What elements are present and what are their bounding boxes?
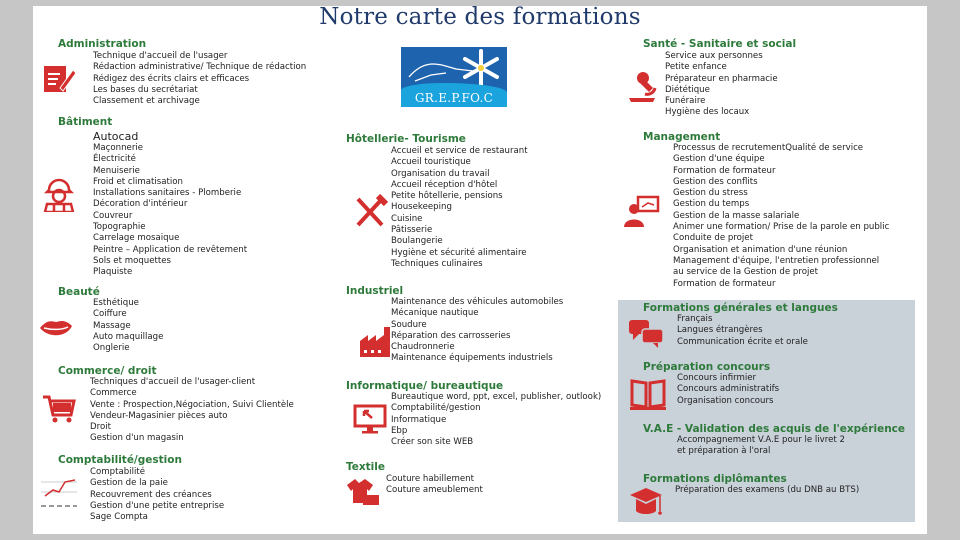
open-book-icon	[630, 375, 666, 411]
course-item: Sols et moquettes	[93, 255, 172, 266]
course-item: Maintenance équipements industriels	[391, 353, 553, 364]
course-item: Management d'équipe, l'entretien professionnel	[673, 255, 880, 266]
course-item: Froid et climatisation	[93, 176, 183, 187]
course-item: et préparation à l'oral	[677, 446, 771, 457]
course-list	[93, 51, 306, 107]
course-list	[675, 485, 859, 496]
course-item: Techniques culinaires	[391, 258, 483, 269]
section-title: Hôtellerie- Tourisme	[346, 133, 466, 145]
clothing-icon	[345, 473, 381, 509]
course-list	[391, 392, 601, 448]
section-title: Commerce/ droit	[58, 365, 157, 377]
course-item: Maçonnerie	[93, 143, 144, 153]
section-vae	[643, 423, 906, 457]
course-list	[386, 474, 483, 497]
course-item: Service aux personnes	[665, 51, 763, 61]
course-item: Autocad	[93, 130, 139, 143]
course-item: Les bases du secrétariat	[93, 84, 198, 95]
section-concours	[643, 361, 780, 406]
course-item: Préparation des examens (du DNB au BTS)	[675, 485, 860, 495]
course-item: Couture ameublement	[386, 485, 483, 496]
course-item: Commerce	[90, 388, 137, 399]
course-item: Électricité	[93, 154, 136, 165]
course-item: Organisation du travail	[391, 168, 490, 179]
section-title: Industriel	[346, 285, 404, 297]
course-item: Accompagnement V.A.E pour le livret 2	[677, 435, 845, 445]
course-item: Couvreur	[93, 210, 133, 221]
course-item: au service de la Gestion de projet	[673, 267, 819, 278]
course-item: Communication écrite et orale	[677, 336, 808, 347]
course-item: Accueil touristique	[391, 157, 471, 168]
line-chart-icon	[41, 474, 77, 510]
graduation-cap-icon	[628, 483, 664, 519]
lips-icon	[38, 310, 74, 346]
section-title: V.A.E - Validation des acquis de l'expérience	[643, 423, 906, 435]
course-list	[90, 467, 224, 523]
course-item: Gestion d'une petite entreprise	[90, 500, 225, 511]
course-item: Gestion d'un magasin	[90, 433, 184, 444]
course-item: Installations sanitaires - Plomberie	[93, 188, 242, 199]
section-langues	[643, 302, 838, 347]
course-list	[677, 314, 808, 348]
section-title: Bâtiment	[58, 116, 113, 128]
course-item: Gestion du temps	[673, 199, 750, 210]
construction-worker-icon	[41, 176, 77, 212]
course-list	[391, 146, 528, 270]
section-title: Management	[643, 131, 721, 143]
course-item: Housekeeping	[391, 202, 452, 213]
course-item: Pâtisserie	[391, 225, 433, 236]
fork-knife-icon	[352, 193, 388, 229]
course-item: Carrelage mosaique	[93, 233, 180, 244]
course-item: Sage Compta	[90, 512, 148, 523]
section-title: Comptabilité/gestion	[58, 454, 182, 466]
course-item: Ebp	[391, 425, 408, 436]
course-list	[93, 130, 247, 279]
course-item: Topographie	[93, 222, 146, 233]
course-item: Vente : Prospection,Négociation, Suivi Clientèle	[90, 399, 294, 410]
course-item: Massage	[93, 320, 131, 331]
course-item: Peintre – Application de revêtement	[93, 244, 248, 255]
course-item: Langues étrangères	[677, 325, 763, 336]
section-title: Préparation concours	[643, 361, 771, 373]
section-diplomantes	[643, 473, 860, 495]
section-textile	[346, 461, 483, 496]
course-item: Informatique	[391, 414, 447, 425]
course-item: Accueil réception d'hôtel	[391, 179, 498, 190]
course-item: Gestion des conflits	[673, 176, 758, 187]
course-item: Petite enfance	[665, 62, 727, 73]
section-batiment	[58, 116, 248, 278]
course-item: Gestion de la masse salariale	[673, 210, 800, 221]
course-item: Accueil et service de restaurant	[391, 146, 528, 156]
course-item: Techniques d'accueil de l'usager-client	[90, 377, 256, 387]
course-item: Funéraire	[665, 96, 706, 107]
section-commerce	[58, 365, 294, 444]
section-title: Beauté	[58, 286, 100, 298]
section-title: Textile	[346, 461, 386, 473]
section-beaute	[58, 286, 164, 354]
course-item: Comptabilité/gestion	[391, 403, 481, 414]
course-item: Diététique	[665, 84, 710, 95]
course-item: Onglerie	[93, 343, 130, 354]
course-item: Chaudronnerie	[391, 342, 455, 353]
course-item: Animer une formation/ Prise de la parole en public	[673, 222, 890, 233]
course-item: Menuiserie	[93, 165, 140, 176]
course-list	[665, 51, 778, 119]
section-administration	[58, 38, 307, 107]
course-item: Esthétique	[93, 298, 139, 308]
section-title: Formations générales et langues	[643, 302, 838, 314]
course-item: Préparateur en pharmacie	[665, 73, 778, 84]
course-item: Gestion d'une équipe	[673, 154, 765, 165]
document-edit-icon	[40, 60, 76, 96]
presenter-icon	[624, 193, 660, 229]
course-item: Organisation et animation d'une réunion	[673, 244, 848, 255]
course-item: Hygiène des locaux	[665, 107, 750, 118]
section-title: Informatique/ bureautique	[346, 380, 504, 392]
section-title: Formations diplômantes	[643, 473, 787, 485]
section-comptabilite	[58, 454, 225, 523]
course-item: Rédaction administrative/ Technique de rédaction	[93, 62, 307, 73]
page-title: Notre carte des formations	[319, 4, 641, 30]
computer-monitor-icon	[352, 400, 388, 436]
microscope-icon	[625, 68, 661, 104]
course-item: Plaquiste	[93, 267, 133, 278]
course-item: Vendeur-Magasinier pièces auto	[90, 410, 228, 421]
course-list	[673, 143, 889, 290]
section-title: Administration	[58, 38, 147, 50]
section-title: Santé - Sanitaire et social	[643, 38, 797, 50]
course-item: Gestion du stress	[673, 188, 748, 199]
course-item: Réparation des carrosseries	[391, 330, 511, 341]
section-management	[643, 131, 890, 289]
course-item: Décoration d'intérieur	[93, 199, 188, 210]
course-item: Couture habillement	[386, 474, 474, 484]
course-item: Classement et archivage	[93, 96, 200, 107]
course-item: Recouvrement des créances	[90, 489, 212, 500]
course-item: Comptabilité	[90, 467, 145, 477]
course-item: Gestion de la paie	[90, 478, 168, 489]
course-item: Processus de recrutementQualité de service	[673, 143, 864, 153]
course-item: Concours administratifs	[677, 384, 780, 395]
course-list	[93, 298, 163, 354]
course-item: Droit	[90, 422, 111, 433]
course-item: Mécanique nautique	[391, 308, 479, 319]
course-item: Français	[677, 314, 713, 324]
section-industriel	[346, 285, 564, 364]
course-item: Maintenance des véhicules automobiles	[391, 297, 564, 307]
course-item: Créer son site WEB	[391, 437, 474, 448]
course-item: Technique d'accueil de l'usager	[93, 51, 228, 61]
course-item: Coiffure	[93, 309, 127, 320]
course-list	[391, 297, 563, 365]
course-item: Hygiène et sécurité alimentaire	[391, 247, 527, 258]
course-list	[677, 435, 845, 458]
logo-text: GR.E.P.FO.C	[414, 91, 494, 105]
course-item: Concours infirmier	[677, 373, 757, 383]
course-list	[677, 373, 779, 407]
section-informatique	[346, 380, 602, 448]
course-item: Bureautique word, ppt, excel, publisher, outlook)	[391, 392, 602, 402]
course-item: Formation de formateur	[673, 165, 776, 176]
factory-icon	[358, 323, 394, 359]
section-sante	[643, 38, 797, 118]
course-item: Boulangerie	[391, 236, 443, 247]
speech-bubbles-icon	[628, 316, 664, 352]
course-item: Organisation concours	[677, 395, 774, 406]
shopping-cart-icon	[41, 389, 77, 425]
section-hotellerie	[346, 133, 528, 269]
course-item: Conduite de projet	[673, 233, 753, 244]
grepfoc-logo	[401, 47, 507, 107]
course-item: Petite hôtellerie, pensions	[391, 191, 503, 202]
course-item: Cuisine	[391, 213, 423, 224]
course-list	[90, 377, 294, 445]
course-item: Rédigez des écrits clairs et efficaces	[93, 73, 250, 84]
course-item: Formation de formateur	[673, 278, 776, 289]
course-item: Auto maquillage	[93, 331, 164, 342]
course-item: Soudure	[391, 319, 427, 330]
